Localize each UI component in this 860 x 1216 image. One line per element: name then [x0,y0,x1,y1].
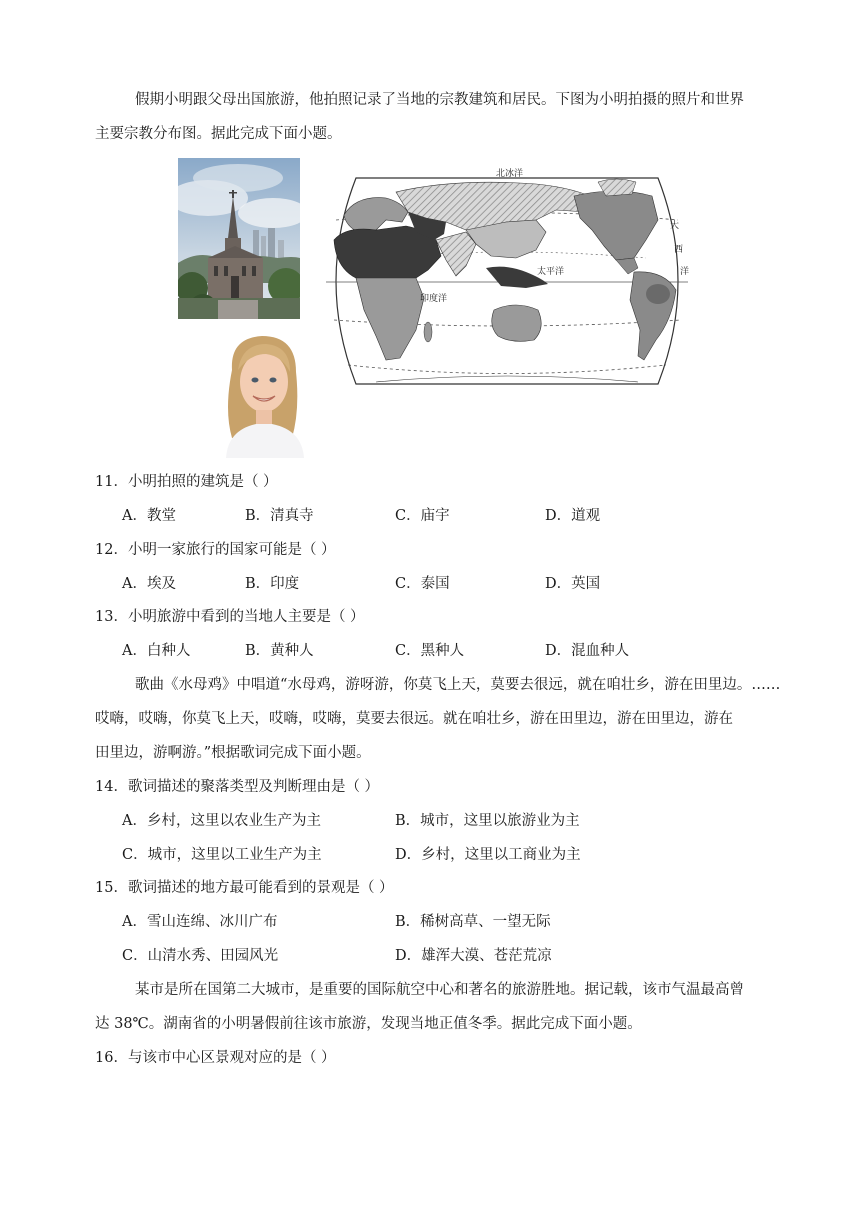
intro2-line3: 田里边，游啊游。”根据歌词完成下面小题。 [95,745,371,761]
intro2-line1: 歌曲《水母鸡》中唱道“水母鸡，游呀游，你莫飞上天，莫要去很远，就在咱壮乡，游在田里边。…… [135,677,781,693]
q11-option-a[interactable]: A．教堂 [122,508,176,524]
label-atlantic-3: 洋 [680,267,690,277]
label-indian-ocean: 印度洋 [420,294,448,304]
q15-option-d[interactable]: D．雄浑大漠、苍茫荒凉 [395,948,552,964]
intro1-line2: 主要宗教分布图。据此完成下面小题。 [95,126,342,142]
intro3-line2: 达 38℃。湖南省的小明暑假前往该市旅游，发现当地正值冬季。据此完成下面小题。 [95,1016,642,1032]
q12-option-d[interactable]: D．英国 [545,576,601,592]
q11-option-b[interactable]: B．清真寺 [245,508,314,524]
church-photo [178,158,300,319]
q14-option-d[interactable]: D．乡村，这里以工商业为主 [395,847,581,863]
question-15: 15．歌词描述的地方最可能看到的景观是（ ） [95,880,394,896]
q14-option-a[interactable]: A．乡村，这里以农业生产为主 [122,813,321,829]
q12-option-c[interactable]: C．泰国 [395,576,450,592]
girl-photo [210,330,315,458]
q14-option-c[interactable]: C．城市，这里以工业生产为主 [122,847,322,863]
question-12: 12．小明一家旅行的国家可能是（ ） [95,542,336,558]
label-atlantic-1: 大 [670,221,680,231]
q13-option-d[interactable]: D．混血种人 [545,643,630,659]
world-religion-map [316,160,698,402]
intro1-line1: 假期小明跟父母出国旅游，他拍照记录了当地的宗教建筑和居民。下图为小明拍摄的照片和世界 [135,92,744,108]
question-16: 16．与该市中心区景观对应的是（ ） [95,1050,336,1066]
q15-option-b[interactable]: B．稀树高草、一望无际 [395,914,551,930]
q13-option-c[interactable]: C．黑种人 [395,643,465,659]
q12-option-a[interactable]: A．埃及 [122,576,176,592]
label-pacific-ocean: 太平洋 [537,267,565,277]
q13-option-a[interactable]: A．白种人 [122,643,191,659]
q15-option-a[interactable]: A．雪山连绵、冰川广布 [122,914,278,930]
question-13: 13．小明旅游中看到的当地人主要是（ ） [95,609,365,625]
q14-option-b[interactable]: B．城市，这里以旅游业为主 [395,813,580,829]
q13-option-b[interactable]: B．黄种人 [245,643,314,659]
q11-option-d[interactable]: D．道观 [545,508,601,524]
q12-option-b[interactable]: B．印度 [245,576,300,592]
question-11: 11．小明拍照的建筑是（ ） [95,474,278,490]
question-14: 14．歌词描述的聚落类型及判断理由是（ ） [95,779,380,795]
intro2-line2: 哎嗨，哎嗨，你莫飞上天，哎嗨，哎嗨，莫要去很远。就在咱壮乡，游在田里边，游在田里边，游在 [95,711,733,727]
label-arctic-ocean: 北冰洋 [496,169,524,179]
q11-option-c[interactable]: C．庙宇 [395,508,450,524]
q15-option-c[interactable]: C．山清水秀、田园风光 [122,948,279,964]
label-atlantic-2: 西 [674,245,684,255]
intro3-line1: 某市是所在国第二大城市，是重要的国际航空中心和著名的旅游胜地。据记载，该市气温最高曾 [135,982,744,998]
